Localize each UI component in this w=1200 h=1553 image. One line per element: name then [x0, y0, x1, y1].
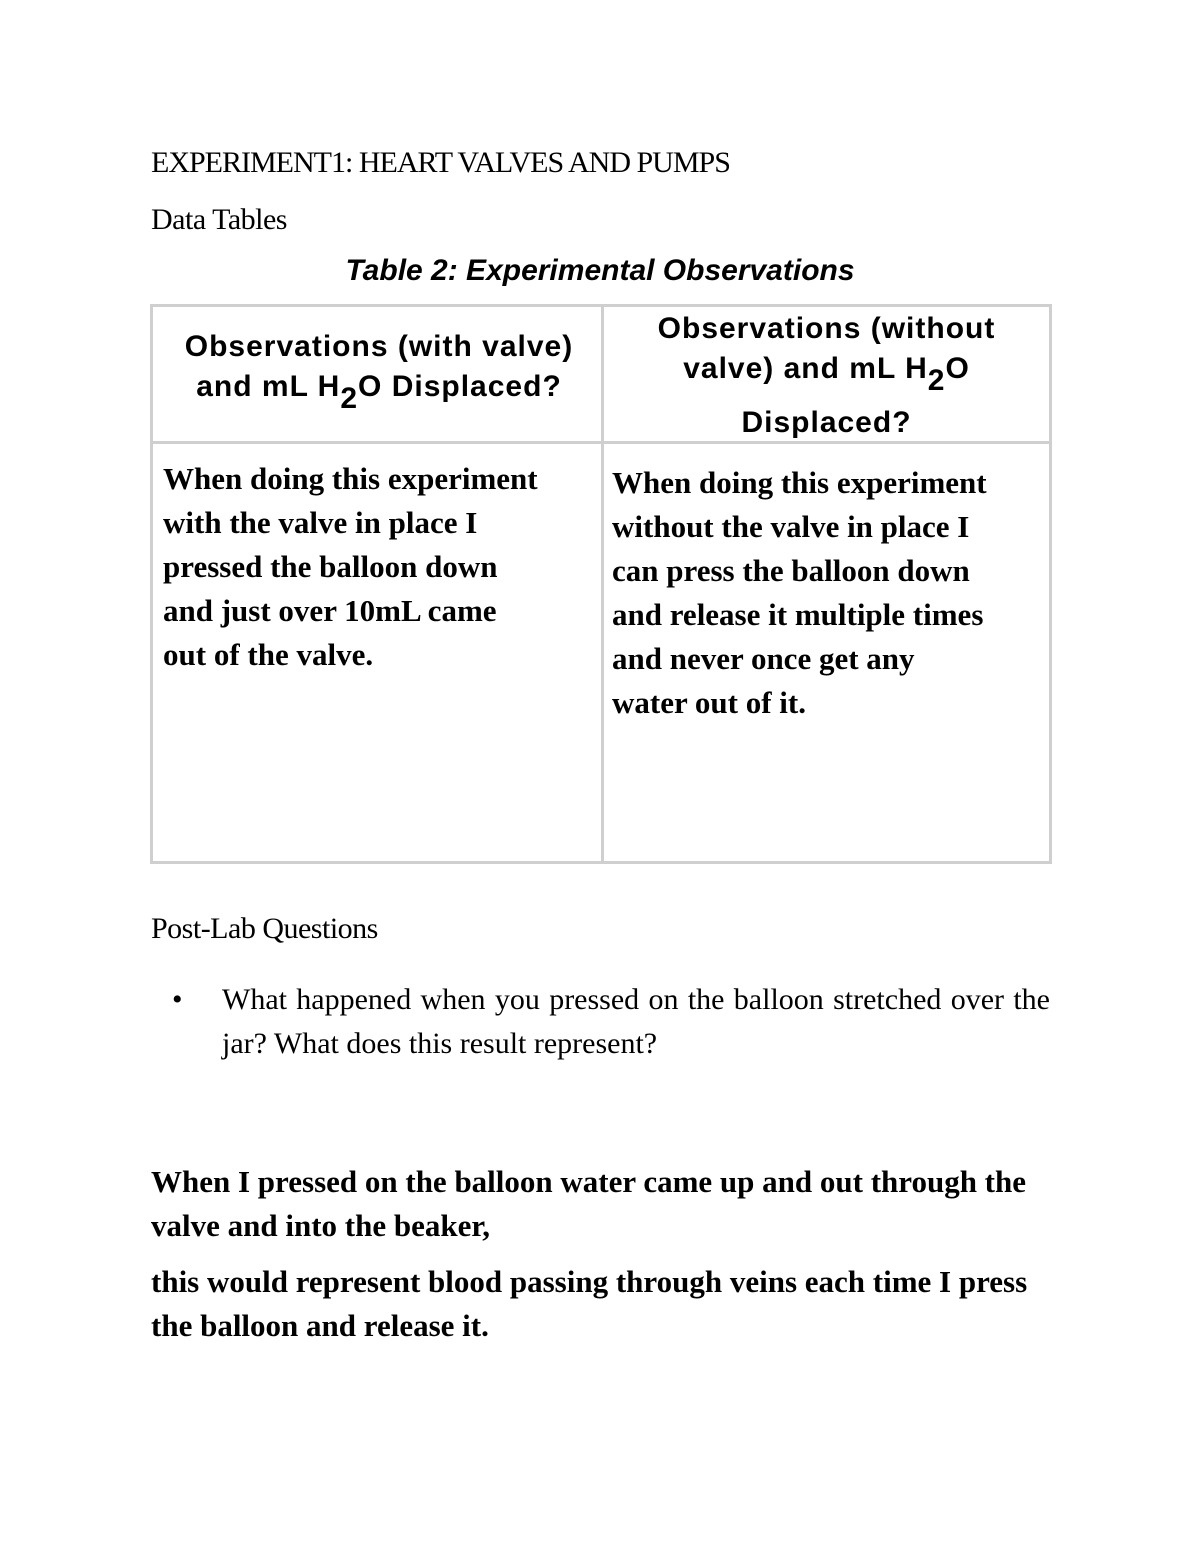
cell-line: When doing this experiment	[612, 465, 987, 500]
table-caption: Table 2: Experimental Observations	[345, 254, 855, 287]
cell-line: and never once get any	[612, 641, 915, 676]
cell-line: without the valve in place I	[612, 509, 970, 544]
bullet-icon: •	[172, 983, 183, 1016]
header-without-valve-line2-pre: valve) and mL H	[683, 352, 928, 385]
header-with-valve-line2-post: O Displaced?	[358, 370, 562, 403]
post-lab-heading: Post-Lab Questions	[151, 912, 378, 945]
subscript-two: 2	[340, 382, 359, 415]
cell-line: with the valve in place I	[163, 505, 478, 540]
subscript-two: 2	[927, 364, 946, 397]
cell-line: and just over 10mL came	[163, 593, 497, 628]
question-text: What happened when you pressed on the balloon stretched over the jar? What does this result represent?	[222, 983, 1050, 1060]
observations-table	[150, 304, 1052, 864]
cell-line: out of the valve.	[163, 637, 374, 672]
cell-line: pressed the balloon down	[163, 549, 498, 584]
answer-paragraph-1: When I pressed on the balloon water came up and out through the valve and into the beaker,	[151, 1164, 1027, 1243]
header-without-valve-line2-post: O	[945, 352, 970, 385]
cell-with-valve	[163, 457, 595, 677]
cell-line: water out of it.	[612, 685, 806, 720]
data-tables-heading: Data Tables	[151, 203, 287, 236]
answer-paragraph-2: this would represent blood passing through veins each time I press the balloon and release it.	[151, 1264, 1028, 1343]
cell-line: When doing this experiment	[163, 461, 538, 496]
document-title: EXPERIMENT1: HEART VALVES AND PUMPS	[151, 146, 730, 179]
header-without-valve-line1: Observations (without	[657, 312, 996, 345]
cell-line: and release it multiple times	[612, 597, 984, 632]
cell-without-valve	[612, 461, 1044, 725]
header-without-valve-line3: Displaced?	[741, 406, 912, 439]
header-without-valve	[604, 309, 1049, 443]
header-with-valve-line2-pre: and mL H	[196, 370, 341, 403]
cell-line: can press the balloon down	[612, 553, 970, 588]
header-with-valve-line1: Observations (with valve)	[184, 330, 574, 363]
header-with-valve	[157, 327, 601, 415]
